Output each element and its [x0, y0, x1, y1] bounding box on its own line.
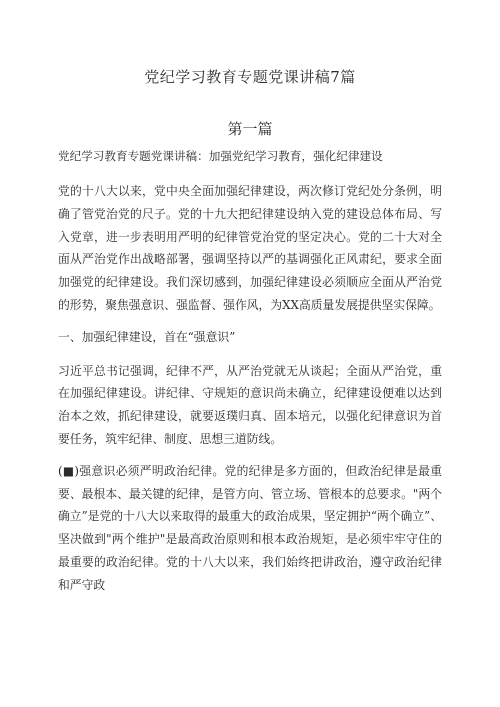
paragraph-intro: 党的十八大以来，党中央全面加强纪律建设，两次修订党纪处分条例，明确了管党治党的尺子。党的十九大把纪律建设纳入党的建设总体布局、写入党章，进一步表明用严明的纪律管党治党的坚定决心。党的二十大对全面从严治党作出战略部署，强调坚持以严的基调强化正风肃纪，要求全面加强党的纪律建设。我们深切感到，加强纪律建设必须顺应全面从严治党的形势，聚焦强意识、强监督、强作风，为XX高质量发展提供坚实保障。 — [58, 184, 442, 312]
paragraph-discipline: 习近平总书记强调，纪律不严，从严治党就无从谈起；全面从严治党，重在加强纪律建设。讲纪律、守规矩的意识尚未确立，纪律建设便难以达到治本之效，抓纪律建设，就要返璞归真、固本培元，以强化纪律意识为首要任务，筑牢纪律、制度、思想三道防线。 — [58, 363, 442, 446]
document-title: 党纪学习教育专题党课讲稿7篇 — [144, 68, 356, 86]
document-body — [58, 180, 442, 606]
section-heading-1: 一、加强纪律建设，首在“强意识” — [58, 329, 236, 344]
paragraph-political-discipline: (■)强意识必须严明政治纪律。党的纪律是多方面的，但政治纪律是最重要、最根本、最关键的纪律，是管方向、管立场、管根本的总要求。"两个确立”是党的十八大以来取得的最重大的政治成果，坚定拥护“两个确立”、坚决做到"两个维护"是最高政治原则和根本政治规矩，是必须牢牢守住的最重要的政治纪律。党的十八大以来，我们始终把讲政治，遵守政治纪律和严守政 — [58, 463, 442, 592]
section-title: 第一篇 — [227, 120, 273, 138]
section-subtitle: 党纪学习教育专题党课讲稿：加强党纪学习教育，强化纪律建设 — [58, 149, 383, 163]
